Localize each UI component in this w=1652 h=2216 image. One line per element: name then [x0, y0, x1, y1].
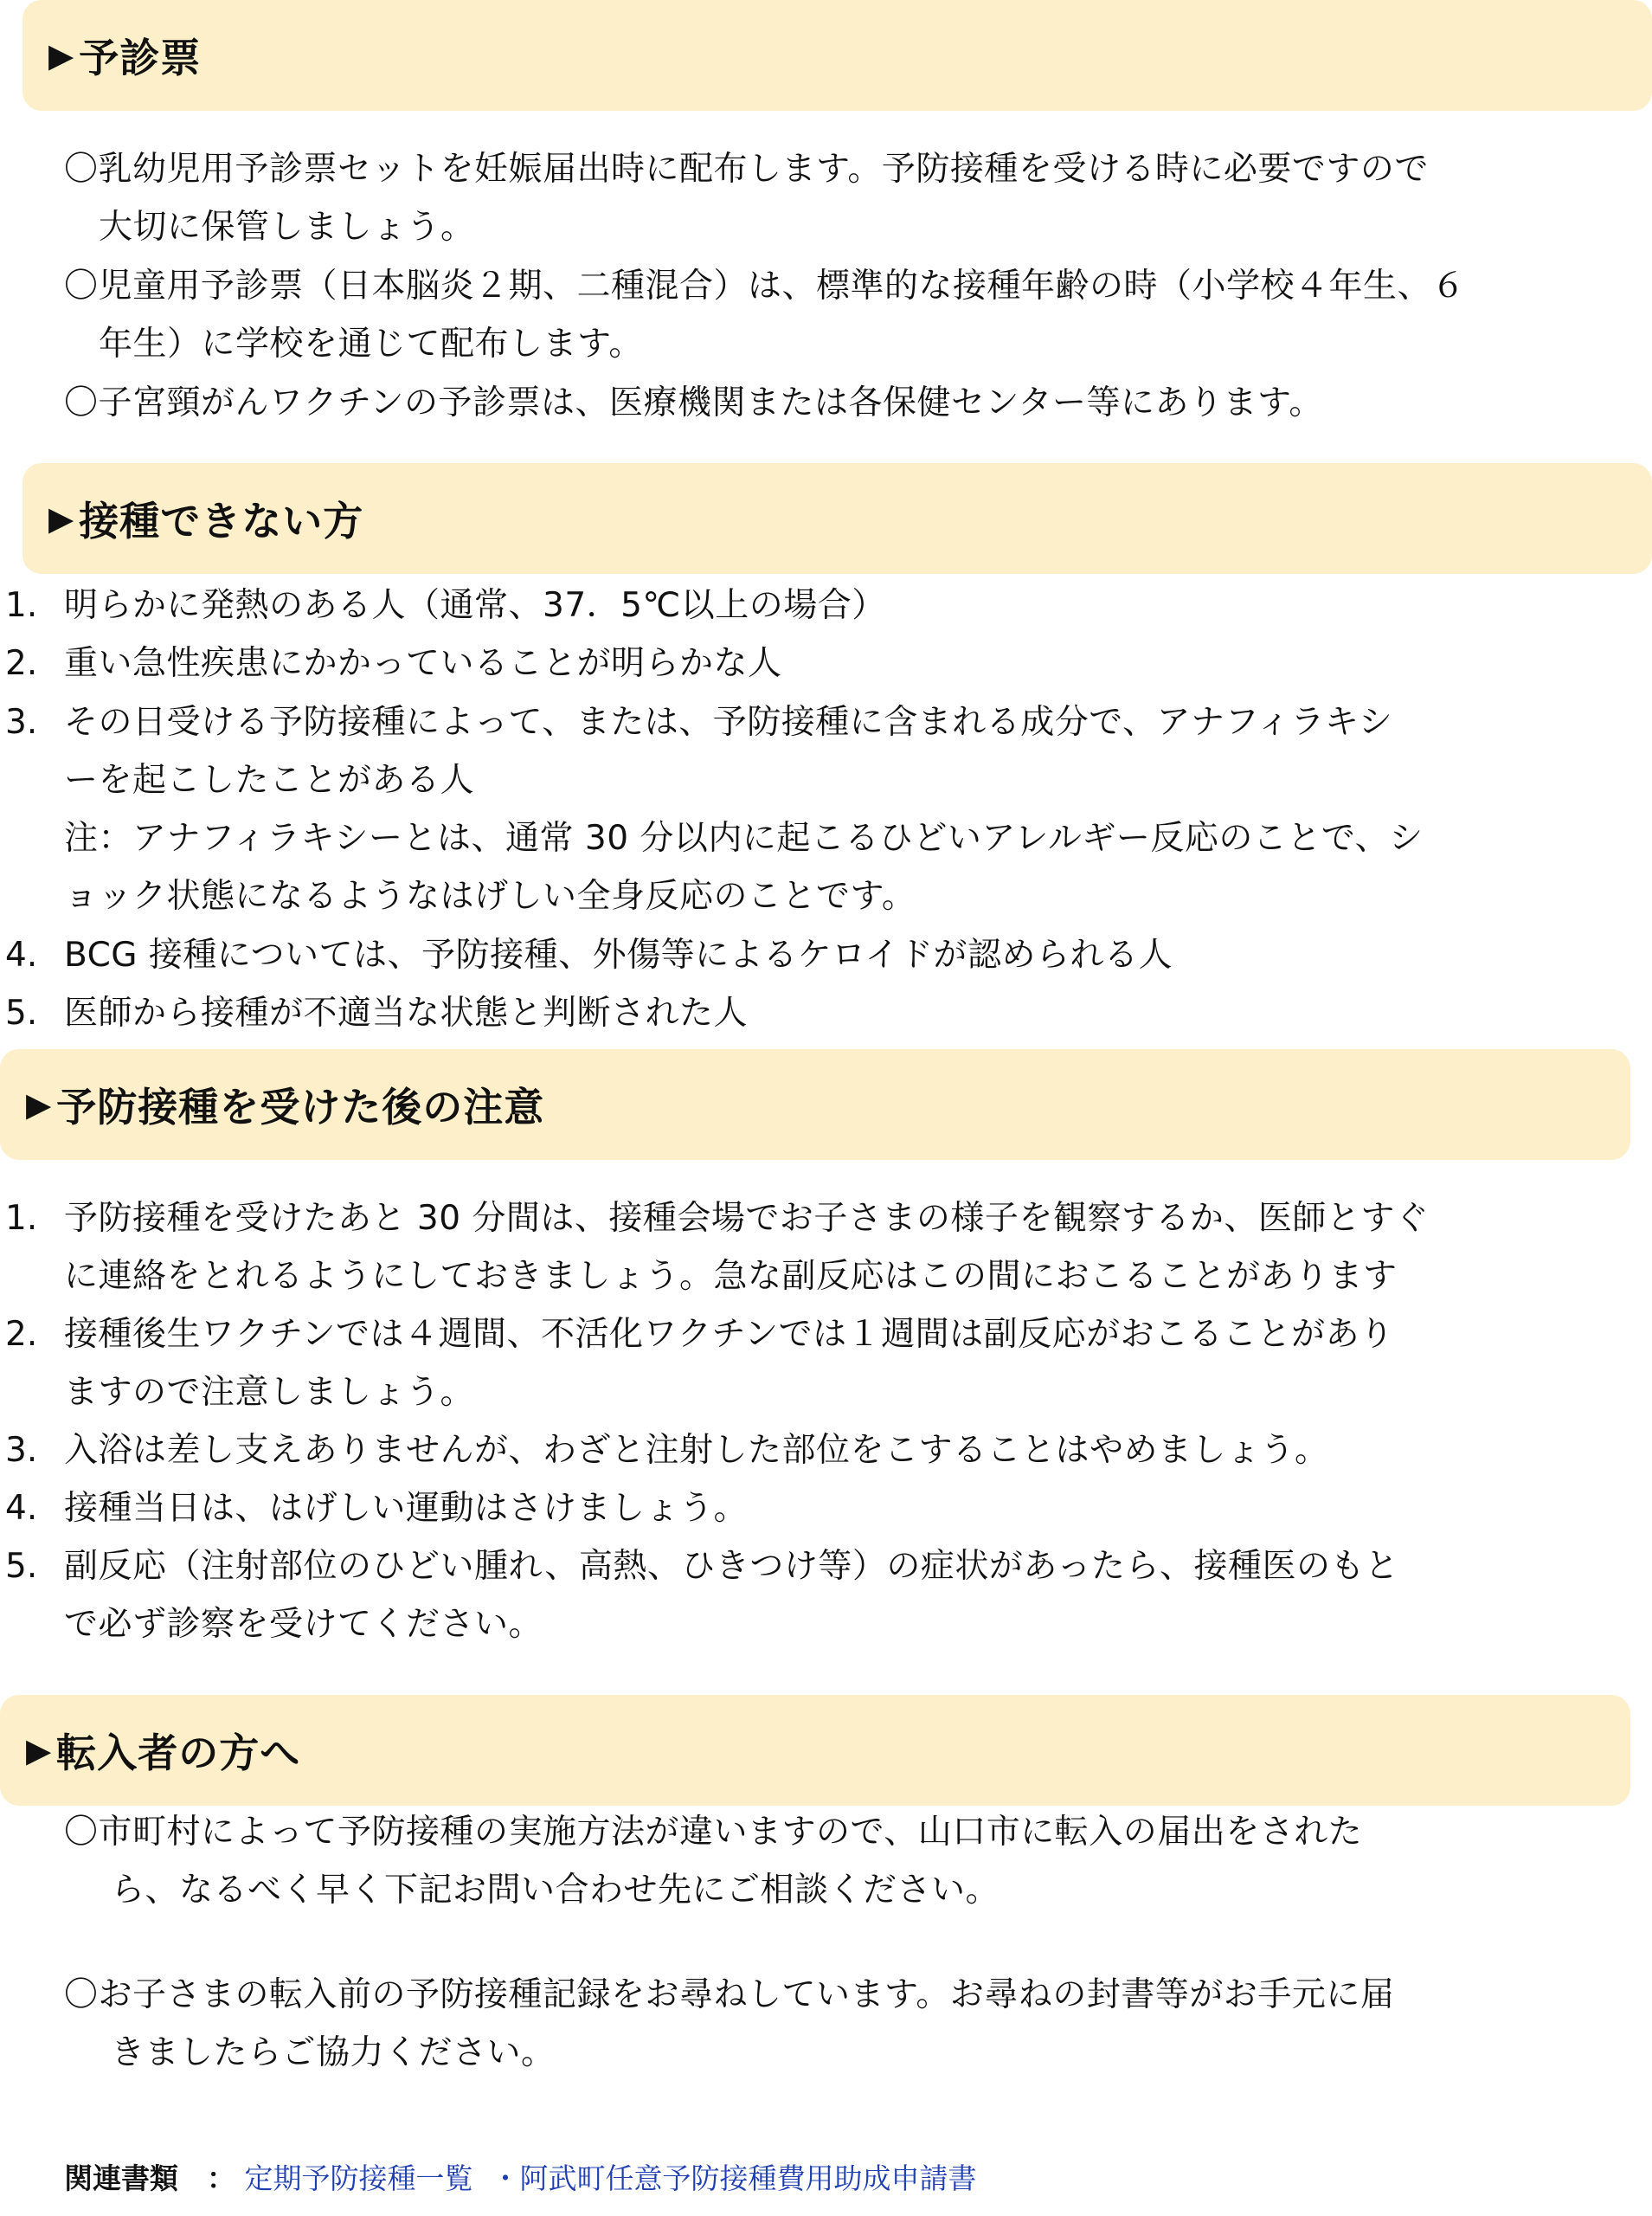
list-number: 4.: [5, 936, 38, 975]
paragraph-line: 大切に保管しましょう。: [99, 208, 475, 247]
list-number: 5.: [5, 1547, 38, 1586]
list-item-continued: に連絡をとれるようにしておきましょう。急な副反応はこの間におこることがあります: [64, 1257, 1398, 1296]
list-number: 1.: [5, 586, 38, 625]
section-header-yoshinhyo: [22, 0, 1652, 111]
list-number: 3.: [5, 703, 38, 742]
list-number: 3.: [5, 1431, 38, 1470]
list-item: その日受ける予防接種によって、または、予防接種に含まれる成分で、アナフィラキシ: [64, 703, 1393, 742]
link-regular-vaccination-list[interactable]: 定期予防接種一覧: [244, 2161, 473, 2195]
list-item: 接種後生ワクチンでは４週間、不活化ワクチンでは１週間は副反応がおこることがあり: [64, 1315, 1394, 1354]
list-number: 2.: [5, 1315, 38, 1354]
list-number: 2.: [5, 644, 38, 683]
section-header-after-vaccination: [0, 1049, 1630, 1160]
section-header-new-residents: [0, 1695, 1630, 1806]
list-item-continued: ますので注意しましょう。: [64, 1373, 475, 1412]
paragraph-line: 〇子宮頸がんワクチンの予診票は、医療機関または各保健センター等にあります。: [64, 383, 1323, 422]
list-item: BCG 接種については、予防接種、外傷等によるケロイドが認められる人: [64, 936, 1173, 975]
list-item: 入浴は差し支えありませんが、わざと注射した部位をこすることはやめましょう。: [64, 1431, 1329, 1470]
link-separator: [482, 2161, 492, 2195]
paragraph-line: ら、なるべく早く下記お問い合わせ先にご相談ください。: [111, 1871, 1000, 1910]
list-item: 接種当日は、はげしい運動はさけましょう。: [64, 1489, 749, 1528]
related-documents-label: 関連書類 ：: [64, 2161, 235, 2195]
list-number: 5.: [5, 994, 38, 1033]
link-subsidy-application-form[interactable]: 阿武町任意予防接種費用助成申請書: [519, 2161, 977, 2195]
list-item: 副反応（注射部位のひどい腫れ、高熱、ひきつけ等）の症状があったら、接種医のもと: [64, 1547, 1399, 1586]
section-title: 予防接種を受けた後の注意: [56, 1084, 545, 1131]
triangle-icon: ▶: [26, 1731, 52, 1769]
triangle-icon: ▶: [48, 36, 74, 74]
section-title: 接種できない方: [79, 498, 364, 544]
related-documents: [64, 2161, 977, 2195]
list-item: 医師から接種が不適当な状態と判断された人: [64, 994, 749, 1033]
triangle-icon: ▶: [48, 499, 74, 538]
paragraph-line: 〇乳幼児用予診票セットを妊娠届出時に配布します。予防接種を受ける時に必要ですので: [64, 150, 1429, 189]
section-header-cannot-vaccinate: [22, 463, 1652, 574]
link-separator-bullet: ・: [491, 2161, 520, 2195]
paragraph-line: 〇児童用予診票（日本脳炎２期、二種混合）は、標準的な接種年齢の時（小学校４年生、６: [64, 267, 1466, 306]
triangle-icon: ▶: [26, 1085, 52, 1124]
list-number: 4.: [5, 1489, 38, 1528]
paragraph-line: 〇お子さまの転入前の予防接種記録をお尋ねしています。お尋ねの封書等がお手元に届: [64, 1975, 1395, 2014]
list-item: 明らかに発熱のある人（通常、37．5℃以上の場合）: [64, 586, 886, 625]
list-item-note: 注：アナフィラキシーとは、通常 30 分以内に起こるひどいアレルギー反応のことで、シ: [64, 819, 1424, 858]
list-item: 予防接種を受けたあと 30 分間は、接種会場でお子さまの様子を観察するか、医師とすぐ: [64, 1199, 1430, 1238]
list-item-note: ョック状態になるようなはげしい全身反応のことです。: [64, 877, 916, 916]
paragraph-line: 〇市町村によって予防接種の実施方法が違いますので、山口市に転入の届出をされた: [64, 1813, 1363, 1852]
list-item-continued: ーを起こしたことがある人: [64, 761, 475, 800]
list-item: 重い急性疾患にかかっていることが明らかな人: [64, 644, 782, 683]
section-title: 予診票: [79, 35, 202, 81]
paragraph-line: きましたらご協力ください。: [111, 2033, 556, 2072]
paragraph-line: 年生）に学校を通じて配布します。: [99, 325, 643, 364]
list-item-continued: で必ず診察を受けてください。: [64, 1605, 543, 1644]
section-title: 転入者の方へ: [56, 1730, 301, 1776]
list-number: 1.: [5, 1199, 38, 1238]
